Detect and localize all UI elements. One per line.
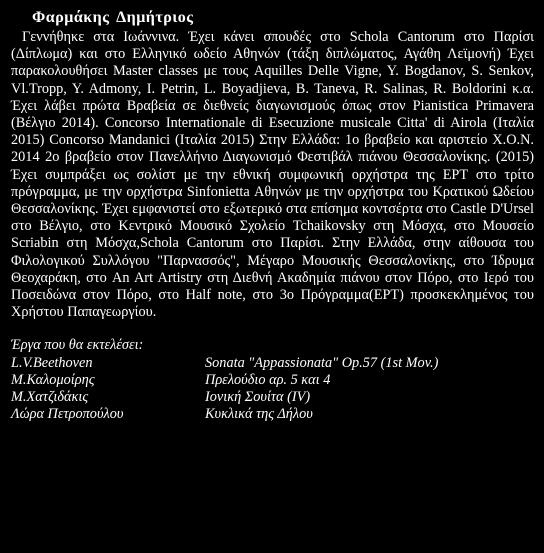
artist-name-title: Φαρμάκης Δημήτριος — [32, 9, 194, 26]
work-composer: Μ.Χατζιδάκις — [11, 389, 89, 406]
work-piece: Ιονική Σουίτα (IV) — [205, 389, 311, 406]
work-composer: L.V.Beethoven — [11, 354, 93, 371]
work-piece: Sonata "Appassionata" Op.57 (1st Mov.) — [205, 354, 439, 371]
work-piece: Κυκλικά της Δήλου — [205, 406, 313, 423]
work-row — [11, 406, 438, 423]
work-composer: Λώρα Πετροπούλου — [11, 406, 124, 423]
work-piece: Πρελούδιο αρ. 5 και 4 — [205, 371, 331, 388]
work-row — [11, 355, 438, 372]
work-row — [11, 389, 438, 406]
work-composer: Μ.Καλομοίρης — [11, 371, 95, 388]
works-heading: Έργα που θα εκτελέσει: — [11, 337, 144, 354]
works-list — [11, 355, 438, 424]
work-row — [11, 372, 438, 389]
biography-paragraph: Γεννήθηκε στα Ιωάννινα. Έχει κάνει σπουδές στο Schola Cantorum στο Παρίσι (Δίπλωμα) και στο Ελληνικό ωδείο Αθηνών (τάξη διπλώματος, Αγάθη Λεϊμονή) Έχει παρακολουθήσει Master classes με τους Aquilles Delle Vigne, Y. Bogdanov, S. Senkov, Vl.Tropp, Y. Admony, I. Petrin, L. Boyadjieva, B. Taneva, R. Salinas, R. Boldorini κ.α. Έχει λάβει πρώτα Βραβεία σε διεθνείς διαγωνισμούς όπως στον Pianistica Primavera (Βέλγιο 2014). Concorso Internationale di Esecuzione musicale Citta' di Airola (Ιταλία 2015) Concorso Mandanici (Ιταλία 2015) Στην Ελλάδα: 1ο βραβείο και αριστείο Χ.Ο.Ν. 2014 2ο βραβείο στον Πανελλήνιο Διαγωνισμό Φεστιβάλ πιάνου Θεσσαλονίκης. (2015) Έχει συμπράξει ως σολίστ με την εθνική συμφωνική ορχήστρα της ΕΡΤ στο τρίτο πρόγραμμα, με την ορχήστρα Sinfonietta Αθηνών με την ορχήστρα του Κρατικού Ωδείου Θεσσαλονίκης. Έχει εμφανιστεί στο εξωτερικό στα επίσημα κοντσέρτα στο Castle D'Ursel στο Βέλγιο, στο Κεντρικό Μουσικό Σχολείο Tchaikovsky στη Μόσχα, στο Μουσείο Scriabin στη Μόσχα,Schola Cantorum στο Παρίσι. Στην Ελλάδα, στην αίθουσα του Φιλολογικού Συλλόγου "Παρνασσός", Μέγαρο Μουσικής Θεσσαλονίκης, στο Ίδρυμα Θεοχαράκη, στο An Art Artistry στη Διεθνή Ακαδημία πιάνου στον Πόρο, στο Ιερό του Ποσειδώνα στον Πόρο, στο Half note, στο 3ο Πρόγραμμα(ΕΡΤ) προσκεκλημένος του Χρήστου Παπαγεωργίου. — [11, 29, 534, 321]
